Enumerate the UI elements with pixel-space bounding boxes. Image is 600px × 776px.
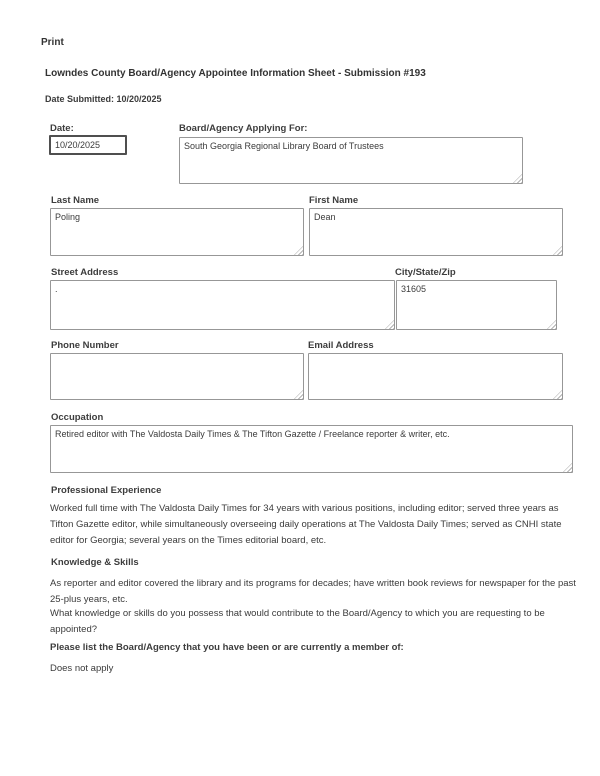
member-of-answer-text: Does not apply bbox=[50, 663, 114, 674]
board-agency-label: Board/Agency Applying For: bbox=[179, 123, 308, 134]
city-state-zip-label: City/State/Zip bbox=[395, 267, 456, 278]
occupation-input[interactable] bbox=[50, 425, 573, 473]
email-address-input[interactable] bbox=[308, 353, 563, 400]
date-label: Date: bbox=[50, 123, 74, 134]
city-state-zip-input[interactable] bbox=[396, 280, 557, 330]
first-name-field-wrap bbox=[309, 208, 563, 256]
board-agency-field-wrap bbox=[179, 137, 523, 184]
street-address-input[interactable] bbox=[50, 280, 395, 330]
last-name-input[interactable] bbox=[50, 208, 304, 256]
knowledge-skills-answer-text: As reporter and editor covered the library and its programs for decades; have written book reviews for newspaper for the past 25-plus years, etc. bbox=[50, 578, 576, 605]
member-of-heading: Please list the Board/Agency that you have been or are currently a member of: bbox=[50, 642, 404, 653]
phone-number-input[interactable] bbox=[50, 353, 304, 400]
print-button[interactable]: Print bbox=[41, 37, 64, 48]
knowledge-skills-question-text: What knowledge or skills do you possess that would contribute to the Board/Agency to which you are requesting to be appointed? bbox=[50, 608, 545, 635]
occupation-field-wrap bbox=[50, 425, 573, 473]
email-address-label: Email Address bbox=[308, 340, 374, 351]
last-name-field-wrap bbox=[50, 208, 304, 256]
street-address-label: Street Address bbox=[51, 267, 119, 278]
occupation-label: Occupation bbox=[51, 412, 104, 423]
first-name-label: First Name bbox=[309, 195, 359, 206]
professional-experience-text: Worked full time with The Valdosta Daily Times for 34 years with various positions, including editor; served three years as Tifton Gazette editor, while simultaneously overseeing daily operations at The Valdosta Daily Times; served as CNHI state editor for Georgia; several years on the Times editorial board, etc. bbox=[50, 503, 562, 546]
board-agency-input[interactable] bbox=[179, 137, 523, 184]
first-name-input[interactable] bbox=[309, 208, 563, 256]
last-name-label: Last Name bbox=[51, 195, 100, 206]
date-input[interactable] bbox=[49, 135, 127, 155]
date-submitted-text: Date Submitted: 10/20/2025 bbox=[45, 94, 162, 104]
knowledge-skills-heading: Knowledge & Skills bbox=[51, 557, 139, 568]
phone-number-field-wrap bbox=[50, 353, 304, 400]
street-address-field-wrap bbox=[50, 280, 395, 330]
city-state-zip-field-wrap bbox=[396, 280, 557, 330]
email-address-field-wrap bbox=[308, 353, 563, 400]
professional-experience-heading: Professional Experience bbox=[51, 485, 162, 496]
phone-number-label: Phone Number bbox=[51, 340, 119, 351]
page-title: Lowndes County Board/Agency Appointee Information Sheet - Submission #193 bbox=[45, 68, 426, 79]
